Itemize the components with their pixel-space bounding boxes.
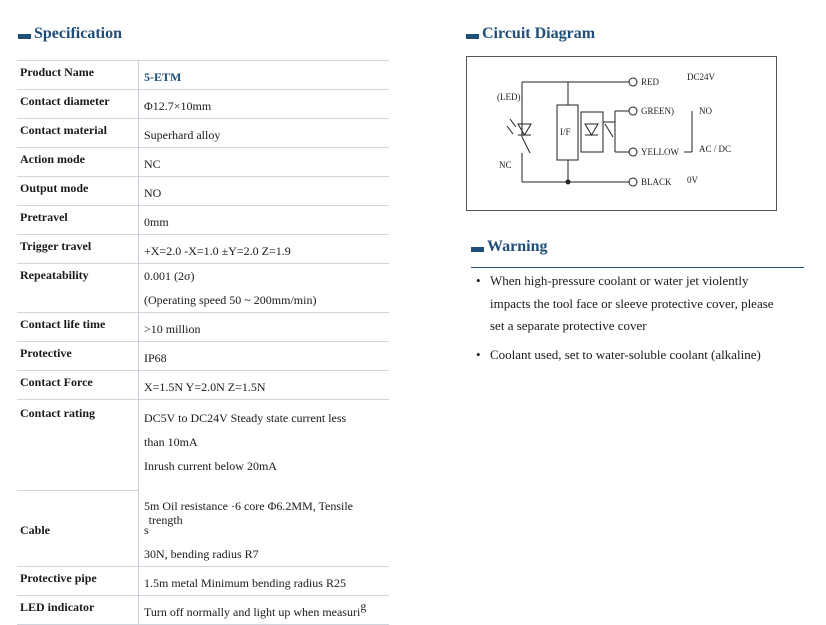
row-value: +X=2.0 -X=1.0 ±Y=2.0 Z=1.9 bbox=[139, 235, 390, 264]
row-value-text: Turn off normally and light up when measuri bbox=[144, 605, 361, 619]
heading-square-icon bbox=[471, 247, 484, 252]
warning-divider bbox=[471, 267, 804, 268]
row-label: Contact diameter bbox=[17, 90, 139, 119]
row-label: Product Name bbox=[17, 61, 139, 90]
bullet-icon: • bbox=[476, 346, 481, 362]
label-0v: 0V bbox=[687, 175, 698, 185]
row-value: Φ12.7×10mm bbox=[139, 90, 390, 119]
row-value: 0mm bbox=[139, 206, 390, 235]
table-row bbox=[17, 264, 389, 313]
circuit-diagram bbox=[466, 56, 777, 211]
row-value-line: than 10mA bbox=[144, 435, 198, 449]
row-label: Protective bbox=[17, 342, 139, 371]
label-no: NO bbox=[699, 106, 712, 116]
row-label: Cable bbox=[17, 490, 139, 567]
table-row bbox=[17, 342, 389, 371]
row-value: IP68 bbox=[139, 342, 390, 371]
row-value-line bbox=[144, 494, 389, 542]
bullet-icon: • bbox=[476, 273, 481, 288]
circuit-diagram-heading bbox=[466, 25, 595, 43]
row-value: >10 million bbox=[139, 313, 390, 342]
table-row bbox=[17, 206, 389, 235]
row-value: NC bbox=[139, 148, 390, 177]
row-label: Output mode bbox=[17, 177, 139, 206]
warning-text: When high-pressure coolant or water jet violently impacts the tool face or sleeve protective cover, please set a separate protective cover bbox=[490, 273, 774, 333]
table-row bbox=[17, 148, 389, 177]
row-value-line: DC5V to DC24V Steady state current less bbox=[144, 411, 347, 425]
row-label: Repeatability bbox=[17, 264, 139, 313]
specification-table bbox=[17, 60, 389, 625]
label-nc: NC bbox=[499, 160, 512, 170]
table-row bbox=[17, 567, 389, 596]
row-value: 5-ETM bbox=[139, 61, 390, 90]
row-label: Trigger travel bbox=[17, 235, 139, 264]
specification-title: Specification bbox=[34, 25, 122, 42]
row-label: Contact life time bbox=[17, 313, 139, 342]
row-label: Pretravel bbox=[17, 206, 139, 235]
row-value-line: 30N, bending radius R7 bbox=[144, 547, 259, 561]
label-red: RED bbox=[641, 77, 659, 87]
row-value-overflow: g bbox=[360, 599, 367, 613]
circuit-diagram-title: Circuit Diagram bbox=[482, 25, 596, 42]
warning-list bbox=[476, 270, 776, 364]
row-label: Contact rating bbox=[17, 400, 139, 491]
row-value-line: 0.001 (2σ) bbox=[144, 269, 195, 283]
label-acdc: AC / DC bbox=[699, 144, 732, 154]
row-value: X=1.5N Y=2.0N Z=1.5N bbox=[139, 371, 390, 400]
row-label: Contact material bbox=[17, 119, 139, 148]
table-row bbox=[17, 400, 389, 491]
row-value-text: 5m Oil resistance ·6 core Φ6.2MM, Tensile s bbox=[144, 499, 353, 537]
specification-heading bbox=[18, 25, 122, 43]
row-value-line: Inrush current below 20mA bbox=[144, 459, 277, 473]
row-value bbox=[139, 596, 390, 625]
row-value-multiline bbox=[139, 264, 390, 313]
row-label: LED indicator bbox=[17, 596, 139, 625]
table-row bbox=[17, 313, 389, 342]
table-row bbox=[17, 177, 389, 206]
list-item bbox=[476, 270, 776, 338]
label-green: GREEN) bbox=[641, 106, 674, 116]
row-value-multiline bbox=[139, 490, 390, 567]
row-value: NO bbox=[139, 177, 390, 206]
heading-square-icon bbox=[466, 34, 479, 39]
label-black: BLACK bbox=[641, 177, 672, 187]
table-row bbox=[17, 490, 389, 567]
row-label: Protective pipe bbox=[17, 567, 139, 596]
label-dc24v: DC24V bbox=[687, 72, 716, 82]
warning-title: Warning bbox=[487, 238, 548, 255]
row-value-line: (Operating speed 50 ~ 200mm/min) bbox=[144, 293, 317, 307]
heading-square-icon bbox=[18, 34, 31, 39]
warning-text: Coolant used, set to water-soluble coolant (alkaline) bbox=[490, 346, 761, 362]
row-value-multiline bbox=[139, 400, 390, 491]
table-row bbox=[17, 235, 389, 264]
row-label: Contact Force bbox=[17, 371, 139, 400]
label-led: (LED) bbox=[497, 92, 521, 102]
row-value-overflow: trength bbox=[148, 513, 183, 527]
label-yellow: YELLOW bbox=[641, 147, 679, 157]
table-row bbox=[17, 596, 389, 625]
row-value: Superhard alloy bbox=[139, 119, 390, 148]
row-label: Action mode bbox=[17, 148, 139, 177]
circuit-diagram-drawing bbox=[467, 57, 776, 210]
row-value: 1.5m metal Minimum bending radius R25 bbox=[139, 567, 390, 596]
table-row bbox=[17, 61, 389, 90]
table-row bbox=[17, 371, 389, 400]
table-row bbox=[17, 119, 389, 148]
warning-heading bbox=[471, 238, 547, 256]
table-row bbox=[17, 90, 389, 119]
label-if: I/F bbox=[560, 127, 571, 137]
list-item bbox=[476, 345, 776, 364]
